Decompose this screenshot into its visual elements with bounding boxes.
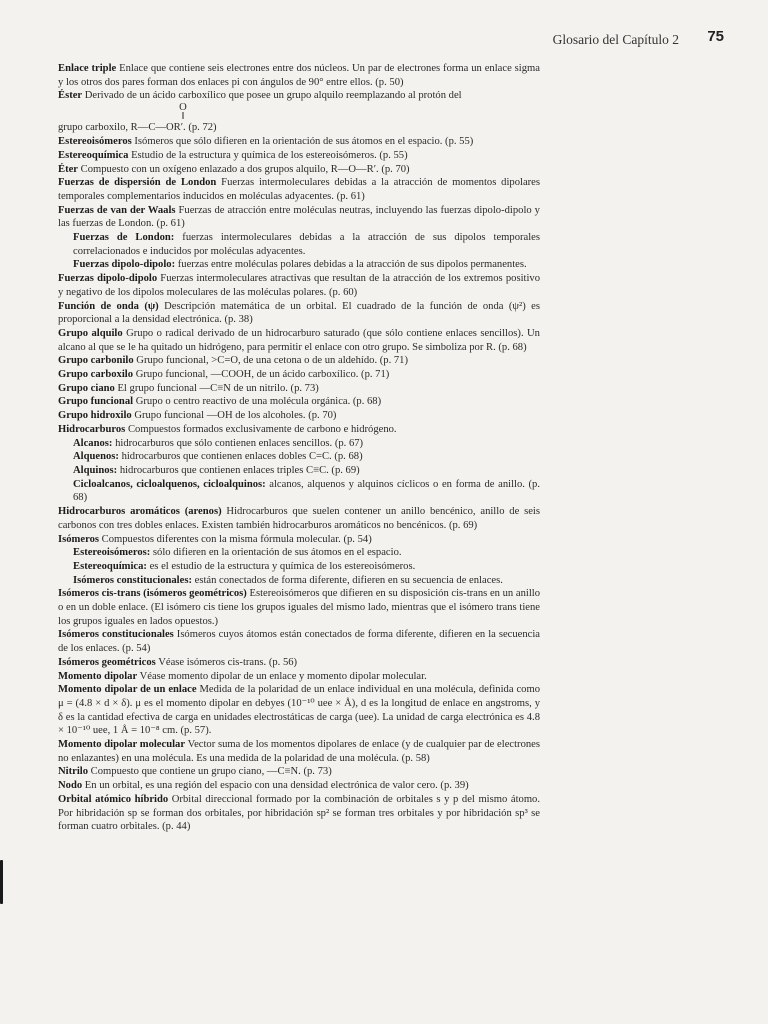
glossary-entry — [58, 409, 540, 423]
glossary-term: Nitrilo — [58, 766, 89, 778]
glossary-entry — [58, 258, 540, 272]
glossary-entry — [58, 683, 540, 738]
glossary-term: Isómeros constitucionales — [58, 629, 174, 641]
glossary-definition: fuerzas entre moléculas polares debidas a la atracción de sus dipolos permanentes. — [175, 259, 527, 271]
glossary-entry — [58, 738, 540, 765]
glossary-term: Estereoisómeros: — [73, 547, 151, 559]
carbonyl-double-bond: ‖ — [181, 111, 185, 123]
glossary-term: Fuerzas dipolo-dipolo: — [73, 259, 176, 271]
glossary-definition: Compuestos formados exclusivamente de carbono e hidrógeno. — [125, 423, 397, 435]
glossary-term: Grupo carboxilo — [58, 369, 134, 381]
glossary-definition: alcanos, alquenos y alquinos cíclicos o en forma de anillo. (p. 68) — [73, 478, 540, 504]
formula-text: grupo carboxilo, R—C—OR′. (p. 72) — [58, 122, 217, 134]
glossary-definition: Vector suma de los momentos dipolares de enlace (y de cualquier par de electrones no enlazantes) en una molécula. Es una medida de la polaridad de una molécula. (p. 58) — [58, 739, 540, 764]
carbonyl-oxygen: O — [179, 102, 187, 114]
glossary-definition: fuerzas intermoleculares debidas a la atracción de sus dipolos temporales correlacionados e inducidos por moléculas adyacentes. — [73, 232, 540, 257]
glossary-entry — [58, 546, 540, 560]
glossary-definition: En un orbital, es una región del espacio con una densidad electrónica de valor cero. (p. 39) — [82, 780, 469, 792]
glossary-definition: Descripción matemática de un orbital. El cuadrado de la función de onda (ψ²) es proporcional a la densidad electrónica. (p. 38) — [58, 300, 540, 326]
glossary-entry — [58, 327, 540, 354]
glossary-entry — [58, 89, 540, 103]
glossary-entry — [58, 437, 540, 451]
glossary-term: Isómeros — [58, 533, 99, 545]
glossary-definition: Estereoisómeros que difieren en su disposición cis-trans en un anillo o en un doble enlace. (El isómero cis tiene los grupos iguales del mismo lado, mientras que el isómero trans tiene los grupos iguales en lados opuestos.) — [58, 588, 540, 627]
glossary-entry — [58, 450, 540, 464]
glossary-term: Fuerzas dipolo-dipolo — [58, 273, 158, 285]
glossary-definition: es el estudio de la estructura y química de los estereoisómeros. — [146, 560, 416, 572]
glossary-definition: Orbital direccional formado por la combinación de orbitales s y p del mismo átomo. Por hibridación sp se forman dos orbitales, por hibridación sp² se forman tres orbitales y por hibridación sp³ se forman cuatro orbitales. (p. 44) — [58, 793, 541, 833]
glossary-definition: Grupo funcional, >C=O, de una cetona o de un aldehído. (p. 71) — [133, 355, 409, 367]
glossary-definition: están conectados de forma diferente, difieren en su secuencia de enlaces. — [191, 574, 503, 586]
glossary-definition: Grupo funcional —OH de los alcoholes. (p. 70) — [131, 410, 337, 422]
glossary-entry — [58, 231, 540, 258]
glossary-entry — [58, 272, 540, 299]
glossary-entry — [58, 628, 540, 655]
glossary-definition: Medida de la polaridad de un enlace individual en una molécula, definida como μ = (4.8 × d × δ). μ es el momento dipolar en debyes (10⁻¹⁰ uee × Å), d es la longitud de enlace en angstroms, y δ es la cantidad efectiva de carga en unidades electrostáticas de carga (uee). La unidad de carga electrónica es 4.8 × 10⁻¹⁰ uee, 1 Å = 10⁻⁸ cm. (p. 57). — [58, 684, 540, 737]
glossary-entry — [58, 505, 540, 532]
glossary-entry — [58, 163, 540, 177]
glossary-term: Hidrocarburos aromáticos (arenos) — [58, 506, 222, 518]
page-edge-mark — [0, 860, 3, 904]
glossary-definition: Compuestos diferentes con la misma fórmula molecular. (p. 54) — [99, 533, 372, 545]
glossary-term: Alquenos: — [73, 451, 119, 463]
glossary-entry — [58, 765, 540, 779]
page-header — [0, 28, 768, 52]
glossary-term: Enlace triple — [58, 63, 117, 74]
glossary-term: Éter — [58, 163, 78, 175]
glossary-entry — [58, 368, 540, 382]
glossary-definition: Fuerzas intermoleculares debidas a la atracción de momentos dipolares temporales complementarios inducidos en moléculas adyacentes. (p. 61) — [58, 177, 541, 202]
glossary-term: Fuerzas de van der Waals — [58, 204, 176, 216]
running-title: Glosario del Capítulo 2 — [552, 32, 679, 47]
glossary-entry — [58, 574, 540, 588]
glossary-term: Orbital atómico híbrido — [58, 793, 169, 805]
glossary-definition: Isómeros cuyos átomos están conectados de forma diferente, difieren en la secuencia de los enlaces. (p. 54) — [58, 629, 540, 655]
glossary-term: Grupo alquilo — [58, 327, 123, 339]
glossary-term: Isómeros constitucionales: — [73, 574, 192, 586]
glossary-term: Éster — [58, 90, 83, 102]
glossary-term: Grupo funcional — [58, 396, 134, 408]
page-number: 75 — [707, 28, 724, 45]
glossary-definition: Compuesto que contiene un grupo ciano, —C≡N. (p. 73) — [88, 766, 332, 778]
glossary-term: Cicloalcanos, cicloalquenos, cicloalquinos: — [73, 478, 266, 490]
glossary-term: Momento dipolar molecular — [58, 739, 186, 751]
glossary-term: Grupo ciano — [58, 382, 115, 394]
glossary-entry — [58, 670, 540, 684]
glossary-definition: Derivado de un ácido carboxílico que posee un grupo alquilo reemplazando al protón del — [82, 90, 462, 102]
glossary-term: Nodo — [58, 780, 83, 792]
glossary-definition: hidrocarburos que contienen enlaces dobles C=C. (p. 68) — [118, 451, 363, 463]
glossary-definition: Fuerzas de atracción entre moléculas neutras, incluyendo las fuerzas dipolo-dipolo y las fuerzas de London. (p. 61) — [58, 204, 540, 230]
glossary-entry — [58, 533, 540, 547]
glossary-entry — [58, 464, 540, 478]
glossary-entry — [58, 587, 540, 628]
glossary-term: Fuerzas de London: — [73, 232, 175, 244]
glossary-definition: Véase isómeros cis-trans. (p. 56) — [155, 656, 298, 668]
glossary-entry — [58, 779, 540, 793]
glossary-formula-line — [58, 103, 540, 135]
glossary-entry — [58, 176, 540, 203]
glossary-term: Estereoisómeros — [58, 136, 132, 148]
glossary-term: Isómeros cis-trans (isómeros geométricos) — [58, 588, 247, 600]
glossary-term: Fuerzas de dispersión de London — [58, 177, 217, 189]
glossary-entry — [58, 560, 540, 574]
glossary-list — [58, 62, 540, 834]
glossary-term: Alquinos: — [73, 464, 118, 476]
glossary-term: Alcanos: — [73, 437, 113, 449]
glossary-definition: El grupo funcional —C≡N de un nitrilo. (p. 73) — [114, 382, 319, 394]
glossary-entry — [58, 656, 540, 670]
glossary-term: Estereoquímica — [58, 149, 129, 161]
glossary-entry — [58, 793, 540, 834]
glossary-entry — [58, 300, 540, 327]
glossary-entry — [58, 382, 540, 396]
glossary-entry — [58, 478, 540, 505]
glossary-definition: Grupo o centro reactivo de una molécula orgánica. (p. 68) — [133, 396, 382, 408]
glossary-term: Hidrocarburos — [58, 423, 126, 435]
glossary-entry — [58, 62, 540, 89]
glossary-definition: Fuerzas intermoleculares atractivas que resultan de la atracción de los extremos positivo y negativo de los dipolos moleculares de las moléculas polares. (p. 60) — [58, 273, 540, 298]
glossary-definition: Hidrocarburos que suelen contener un anillo bencénico, anillo de seis carbonos con tres dobles enlaces. Existen también hidrocarburos aromáticos no bencénicos. (p. 69) — [58, 506, 540, 531]
glossary-definition: Grupo o radical derivado de un hidrocarburo saturado (que sólo contiene enlaces sencillos). Un alcano al que se le ha quitado un hidrógeno, para permitir el enlace con otro grupo. Se simboliza por R. (p. 68) — [58, 327, 540, 353]
glossary-term: Momento dipolar — [58, 670, 138, 682]
glossary-definition: Estudio de la estructura y química de los estereoisómeros. (p. 55) — [128, 149, 408, 161]
glossary-term: Momento dipolar de un enlace — [58, 684, 197, 696]
glossary-entry — [58, 135, 540, 149]
glossary-entry — [58, 204, 540, 231]
glossary-entry — [58, 423, 540, 437]
glossary-definition: hidrocarburos que contienen enlaces triples C≡C. (p. 69) — [117, 464, 360, 476]
glossary-definition: Isómeros que sólo difieren en la orientación de sus átomos en el espacio. (p. 55) — [131, 136, 474, 148]
glossary-term: Grupo carbonilo — [58, 355, 134, 367]
glossary-definition: Enlace que contiene seis electrones entre dos núcleos. Un par de electrones forma un enlace sigma y los otros dos pares forman dos enlaces pi con ángulos de 90° entre ellos. (p. 50) — [58, 63, 540, 88]
glossary-term: Función de onda (ψ) — [58, 300, 159, 312]
glossary-definition: Grupo funcional, —COOH, de un ácido carboxílico. (p. 71) — [133, 369, 390, 381]
glossary-definition: hidrocarburos que sólo contienen enlaces sencillos. (p. 67) — [112, 437, 364, 449]
glossary-definition: sólo difieren en la orientación de sus átomos en el espacio. — [150, 547, 402, 559]
glossary-term: Grupo hidroxilo — [58, 410, 132, 422]
glossary-definition: Véase momento dipolar de un enlace y momento dipolar molecular. — [137, 670, 427, 682]
glossary-entry — [58, 354, 540, 368]
glossary-term: Estereoquímica: — [73, 560, 147, 572]
glossary-entry — [58, 395, 540, 409]
glossary-entry — [58, 149, 540, 163]
glossary-term: Isómeros geométricos — [58, 656, 156, 668]
glossary-definition: Compuesto con un oxígeno enlazado a dos grupos alquilo, R—O—R′. (p. 70) — [78, 163, 410, 175]
